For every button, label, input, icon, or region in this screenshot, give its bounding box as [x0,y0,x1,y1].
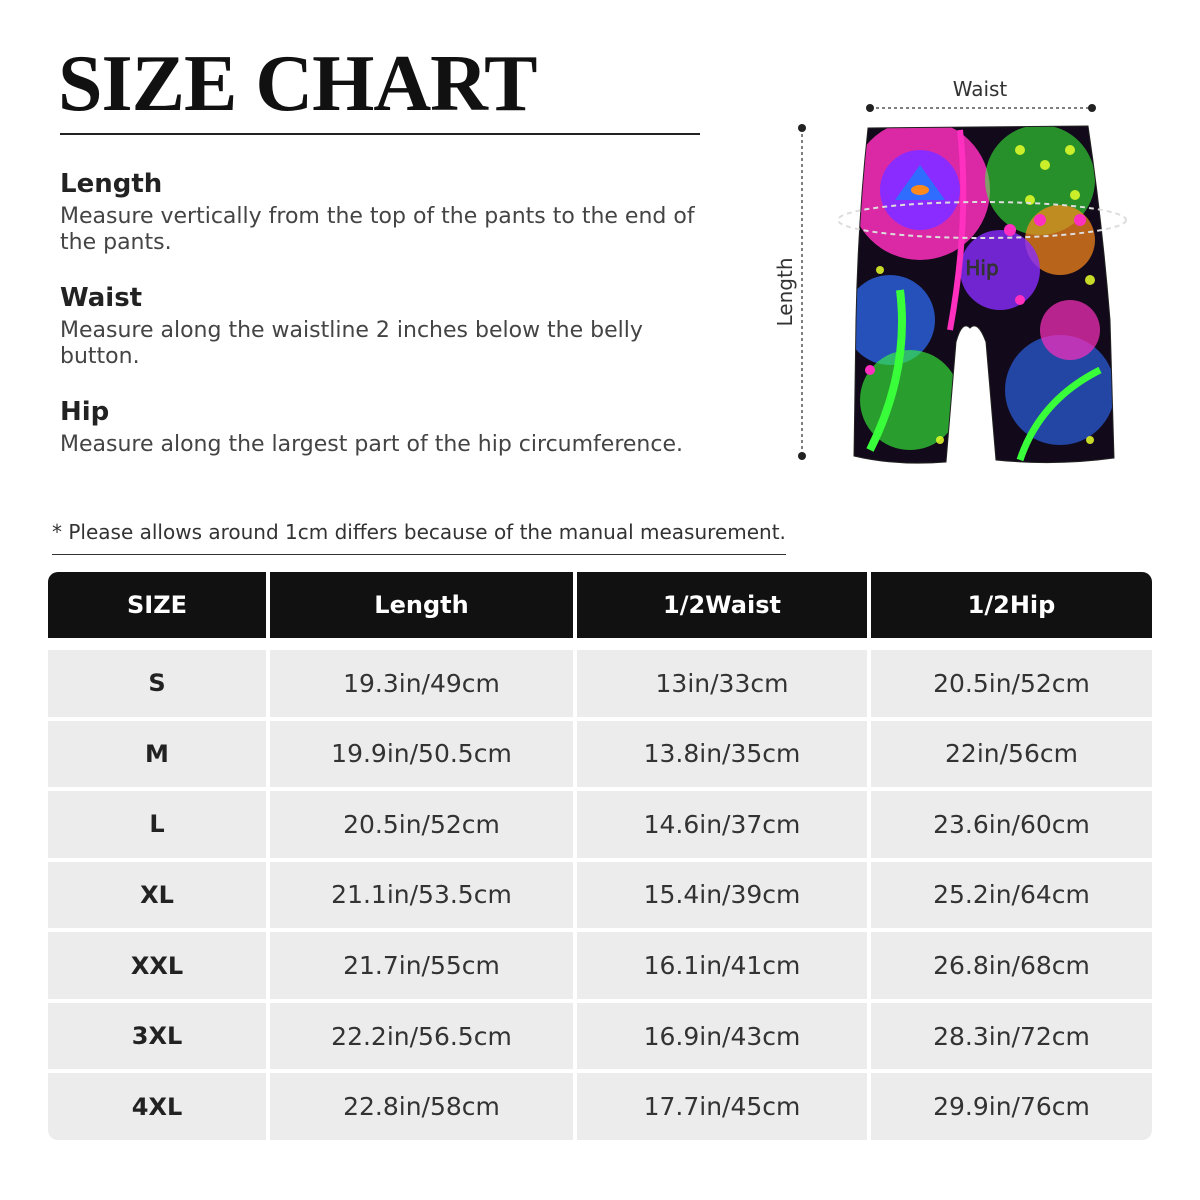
note-divider [52,554,786,555]
length-cell: 21.1in/53.5cm [270,862,573,933]
table-row [48,1003,1152,1074]
hip-cell: 28.3in/72cm [871,1003,1152,1074]
size-cell: XXL [48,932,266,1003]
hip-description: Measure along the largest part of the hip circumference. [60,432,683,457]
hip-heading: Hip [60,397,110,427]
table-row [48,791,1152,862]
length-description: Measure vertically from the top of the pants to the end of the pants. [60,204,695,255]
length-cell: 19.9in/50.5cm [270,721,573,792]
page-title: SIZE CHART [58,40,537,128]
hip-section [60,396,700,458]
waist-heading: Waist [60,283,143,313]
hip-cell: 23.6in/60cm [871,791,1152,862]
hip-cell: 29.9in/76cm [871,1073,1152,1140]
size-cell: 3XL [48,1003,266,1074]
waist-cell: 14.6in/37cm [577,791,867,862]
length-cell: 21.7in/55cm [270,932,573,1003]
table-row [48,932,1152,1003]
hip-cell: 26.8in/68cm [871,932,1152,1003]
title-divider [60,133,700,135]
table-header-row [48,572,1152,638]
table-row [48,721,1152,792]
size-cell: M [48,721,266,792]
table-row [48,650,1152,721]
shorts-diagram [770,70,1150,490]
size-cell: 4XL [48,1073,266,1140]
waist-cell: 15.4in/39cm [577,862,867,933]
waist-cell: 16.9in/43cm [577,1003,867,1074]
waist-cell: 13.8in/35cm [577,721,867,792]
hip-cell: 25.2in/64cm [871,862,1152,933]
hip-cell: 20.5in/52cm [871,650,1152,721]
table-row [48,862,1152,933]
header-half-hip: 1/2Hip [871,572,1152,638]
header-half-waist: 1/2Waist [577,572,867,638]
size-cell: S [48,650,266,721]
length-cell: 22.2in/56.5cm [270,1003,573,1074]
measurement-note: * Please allows around 1cm differs because of the manual measurement. [52,520,786,544]
waist-description: Measure along the waistline 2 inches below the belly button. [60,318,643,369]
hip-cell: 22in/56cm [871,721,1152,792]
waist-cell: 17.7in/45cm [577,1073,867,1140]
length-section [60,168,700,256]
length-label: Length [773,257,797,327]
shorts-illustration [770,70,1150,490]
waist-section [60,282,700,370]
header-length: Length [270,572,573,638]
size-cell: L [48,791,266,862]
size-cell: XL [48,862,266,933]
length-cell: 19.3in/49cm [270,650,573,721]
shorts-pattern [840,120,1130,480]
waist-label: Waist [952,77,1008,101]
table-row [48,1073,1152,1140]
header-size: SIZE [48,572,266,638]
waist-cell: 16.1in/41cm [577,932,867,1003]
length-cell: 22.8in/58cm [270,1073,573,1140]
hip-label: Hip [965,256,999,280]
length-cell: 20.5in/52cm [270,791,573,862]
waist-cell: 13in/33cm [577,650,867,721]
length-heading: Length [60,169,163,199]
size-table [44,572,1156,1140]
